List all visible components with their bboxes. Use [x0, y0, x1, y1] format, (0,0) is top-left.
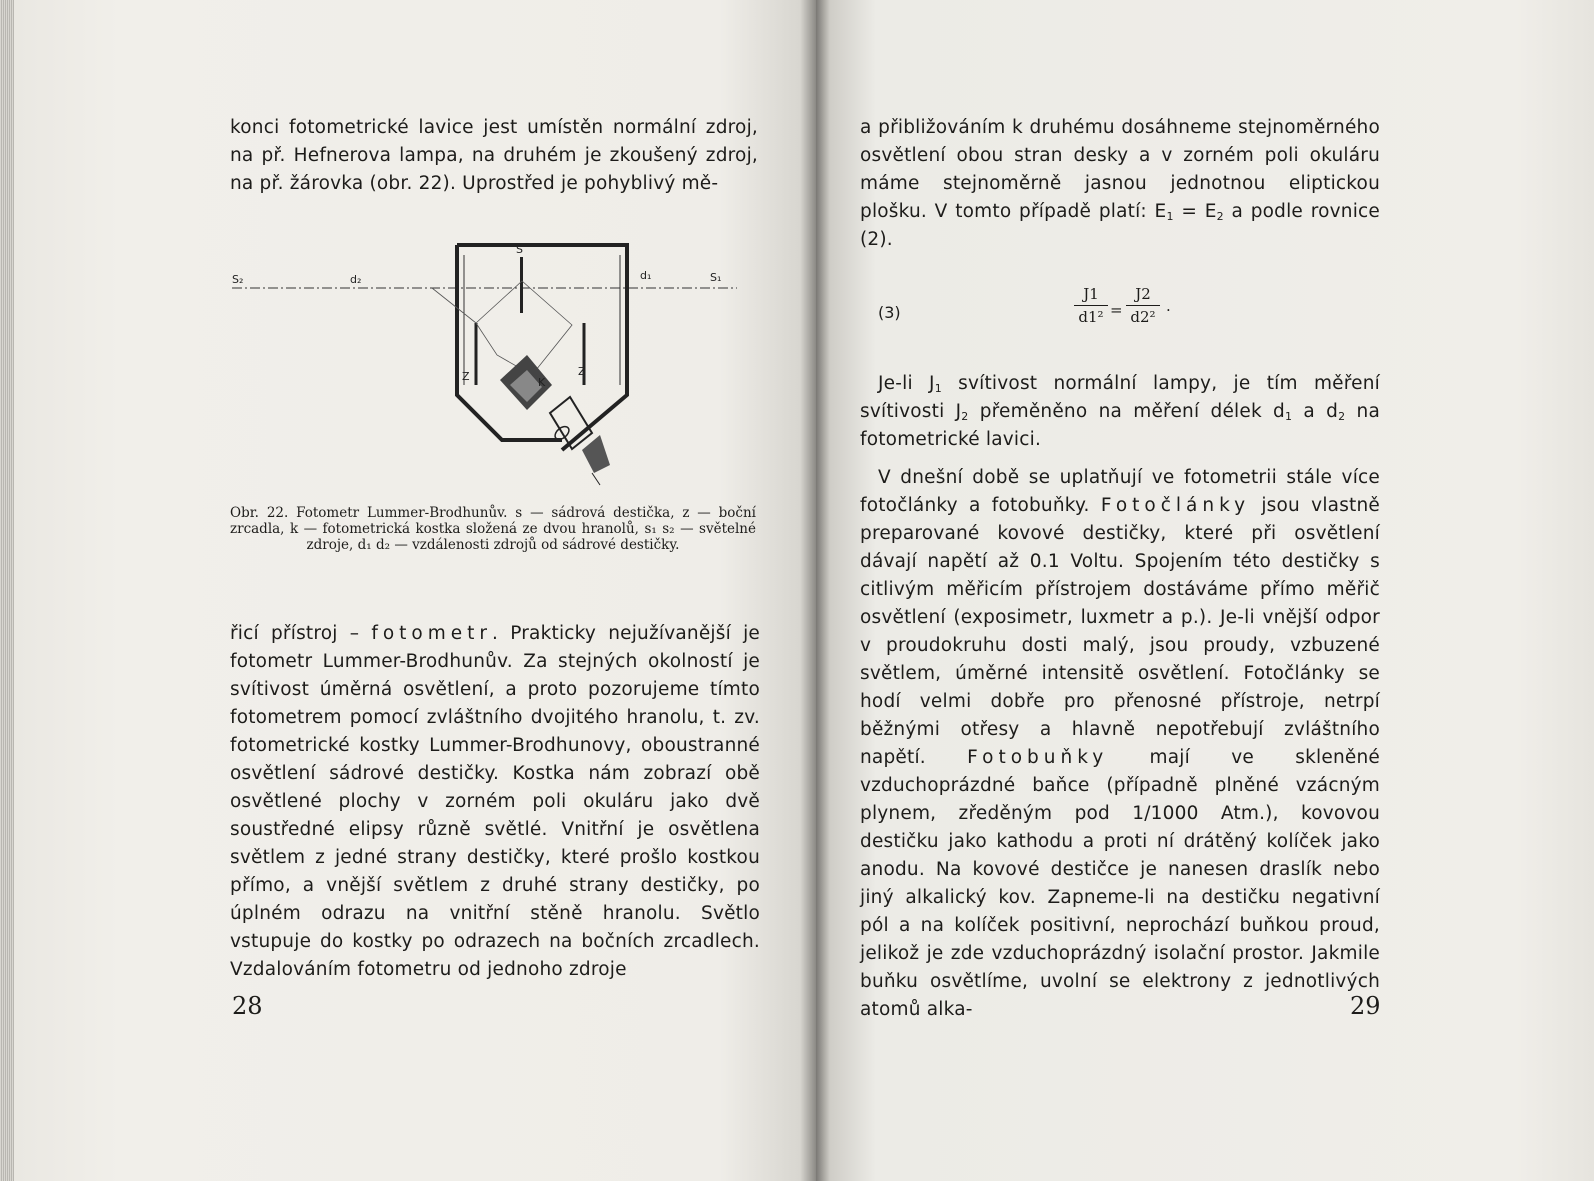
label-z-left: Z	[462, 370, 470, 383]
label-z-right: Z	[578, 365, 586, 378]
text-run: jsou vlastně preparované kovové destičky, které při osvětlení dávají napětí až 0.1 Voltu. Spojením této destičky s citlivým měřicím přístrojem dostáváme přímo měřič osvětlení (exposimetr, luxmetr a p.). Je-li vnější odpor v proudokruhu dosti malý, jsou proudy, vzbuzené světlem, úměrné intensitě osvětlení. Fotočlánky se hodí velmi dobře pro přenosné přístroje, netrpí běžnými otřesy a hlavně nepotřebují zvláštního napětí.	[860, 495, 1380, 768]
label-s1: S₁	[710, 271, 722, 284]
numerator: J1	[1074, 285, 1108, 306]
text-run: svítivost normální lampy, je tím měření svítivosti J	[860, 373, 1381, 422]
text-run: a podle rovnice (2).	[860, 201, 1380, 250]
paragraph-text	[860, 370, 1380, 454]
subscript: 1	[1166, 210, 1174, 223]
text-run: na fotometrické lavici.	[860, 401, 1380, 450]
paragraph-text: konci fotometrické lavice jest umístěn normální zdroj, na př. Hefnerova lampa, na druhém je zkoušený zdroj, na př. žárovka (obr. 22). Uprostřed je pohyblivý mě-	[230, 117, 758, 194]
left-top-paragraph	[230, 114, 758, 198]
right-bottom-paragraphs	[860, 370, 1380, 1024]
paragraph-text	[860, 114, 1380, 254]
photometer-diagram	[232, 235, 752, 497]
label-s2: S₂	[232, 273, 244, 286]
equation-period: .	[1166, 297, 1171, 315]
equation-number: (3)	[878, 303, 901, 322]
page-number-right: 29	[1350, 992, 1381, 1020]
label-d1: d₁	[640, 269, 652, 282]
text-run: přeměněno na měření délek d	[968, 401, 1286, 422]
numerator: J2	[1126, 285, 1160, 306]
equation-3	[878, 285, 1378, 345]
label-d2: d₂	[350, 273, 362, 286]
light-ray-path	[432, 288, 476, 323]
subscript: 2	[1216, 210, 1224, 223]
text-run: = E	[1173, 201, 1217, 222]
figure-caption: Obr. 22. Fotometr Lummer-Brodhunův. s — sádrová destička, z — boční zrcadla, k — fotometrická kostka složená ze dvou hranolů, s₁ s₂ — světelné zdroje, d₁ d₂ — vzdálenosti zdrojů od sádrové destičky.	[230, 505, 756, 553]
label-s: S	[516, 243, 523, 256]
spaced-term: Fotobuňky	[967, 747, 1109, 768]
housing-left-wall	[457, 245, 562, 440]
spaced-term: Fotočlánky	[1100, 495, 1251, 516]
denominator: d1²	[1078, 308, 1104, 326]
label-k: K	[538, 376, 546, 389]
paragraph-text	[230, 620, 760, 984]
text-run: a přibližováním k druhému dosáhneme stejnoměrného osvětlení obou stran desky a v zorném poli okuláru máme stejnoměrně jasnou jednotnou eliptickou plošku. V tomto případě platí: E	[860, 117, 1380, 222]
pointer-line	[592, 473, 600, 485]
text-run: . Prakticky nejužívanější je fotometr Lummer-Brodhunův. Za stejných okolností je svítivost úměrná osvětlení, a proto pozorujeme tímto fotometrem pomocí zvláštního dvojitého hranolu, t. zv. fotometrické kostky Lummer-Brodhunovy, oboustranné osvětlení sádrové destičky. Kostka nám zobrazí obě osvětlené plochy v zorném poli okuláru jako dvě soustředné elipsy různě světlé. Vnitřní je osvětlena světlem z jedné strany destičky, které prošlo kostkou přímo, a vnější světlem z druhé strany destičky, po úplném odrazu na vnitřní stěně hranolu. Světlo vstupuje do kostky po odrazech na bočních zrcadlech. Vzdalováním fotometru od jednoho zdroje	[230, 623, 760, 980]
equals-sign: =	[1110, 301, 1123, 319]
fraction-right	[1126, 285, 1160, 326]
text-run: a d	[1292, 401, 1339, 422]
text-run: Je-li J	[878, 373, 935, 394]
subscript: 1	[934, 382, 942, 395]
text-run: V dnešní době se uplatňují ve fotometrii stále více fotočlánky a fotobuňky.	[860, 467, 1380, 516]
page-edge-stack	[0, 0, 14, 1181]
subscript: 1	[1285, 410, 1293, 423]
page-number-left: 28	[232, 992, 263, 1020]
subscript: 2	[1338, 410, 1346, 423]
denominator: d2²	[1130, 308, 1156, 326]
subscript: 2	[961, 410, 969, 423]
spaced-term: fotometr	[371, 623, 493, 644]
left-bottom-paragraph	[230, 620, 760, 984]
right-top-paragraph	[860, 114, 1380, 254]
paragraph-text	[860, 464, 1380, 1024]
text-run: řicí přístroj –	[230, 623, 372, 644]
plaster-plate	[520, 257, 523, 313]
eyepiece-cup	[582, 435, 610, 473]
fraction-left	[1074, 285, 1108, 326]
text-run: mají ve skleněné vzduchoprázdné baňce (případně plněné vzácným plynem, zředěným pod 1/1000 Atm.), kovovou destičku jako kathodu a proti ní drátěný kolíček jako anodu. Na kovové destičce je nanesen draslík nebo jiný alkalický kov. Zapneme-li na destičku negativní pól a na kolíček positivní, neprochází buňkou proud, jelikož je zde vzduchoprázdný isolační prostor. Jakmile buňku osvětlíme, uvolní se elektrony z jednotlivých atomů alka-	[860, 747, 1380, 1020]
